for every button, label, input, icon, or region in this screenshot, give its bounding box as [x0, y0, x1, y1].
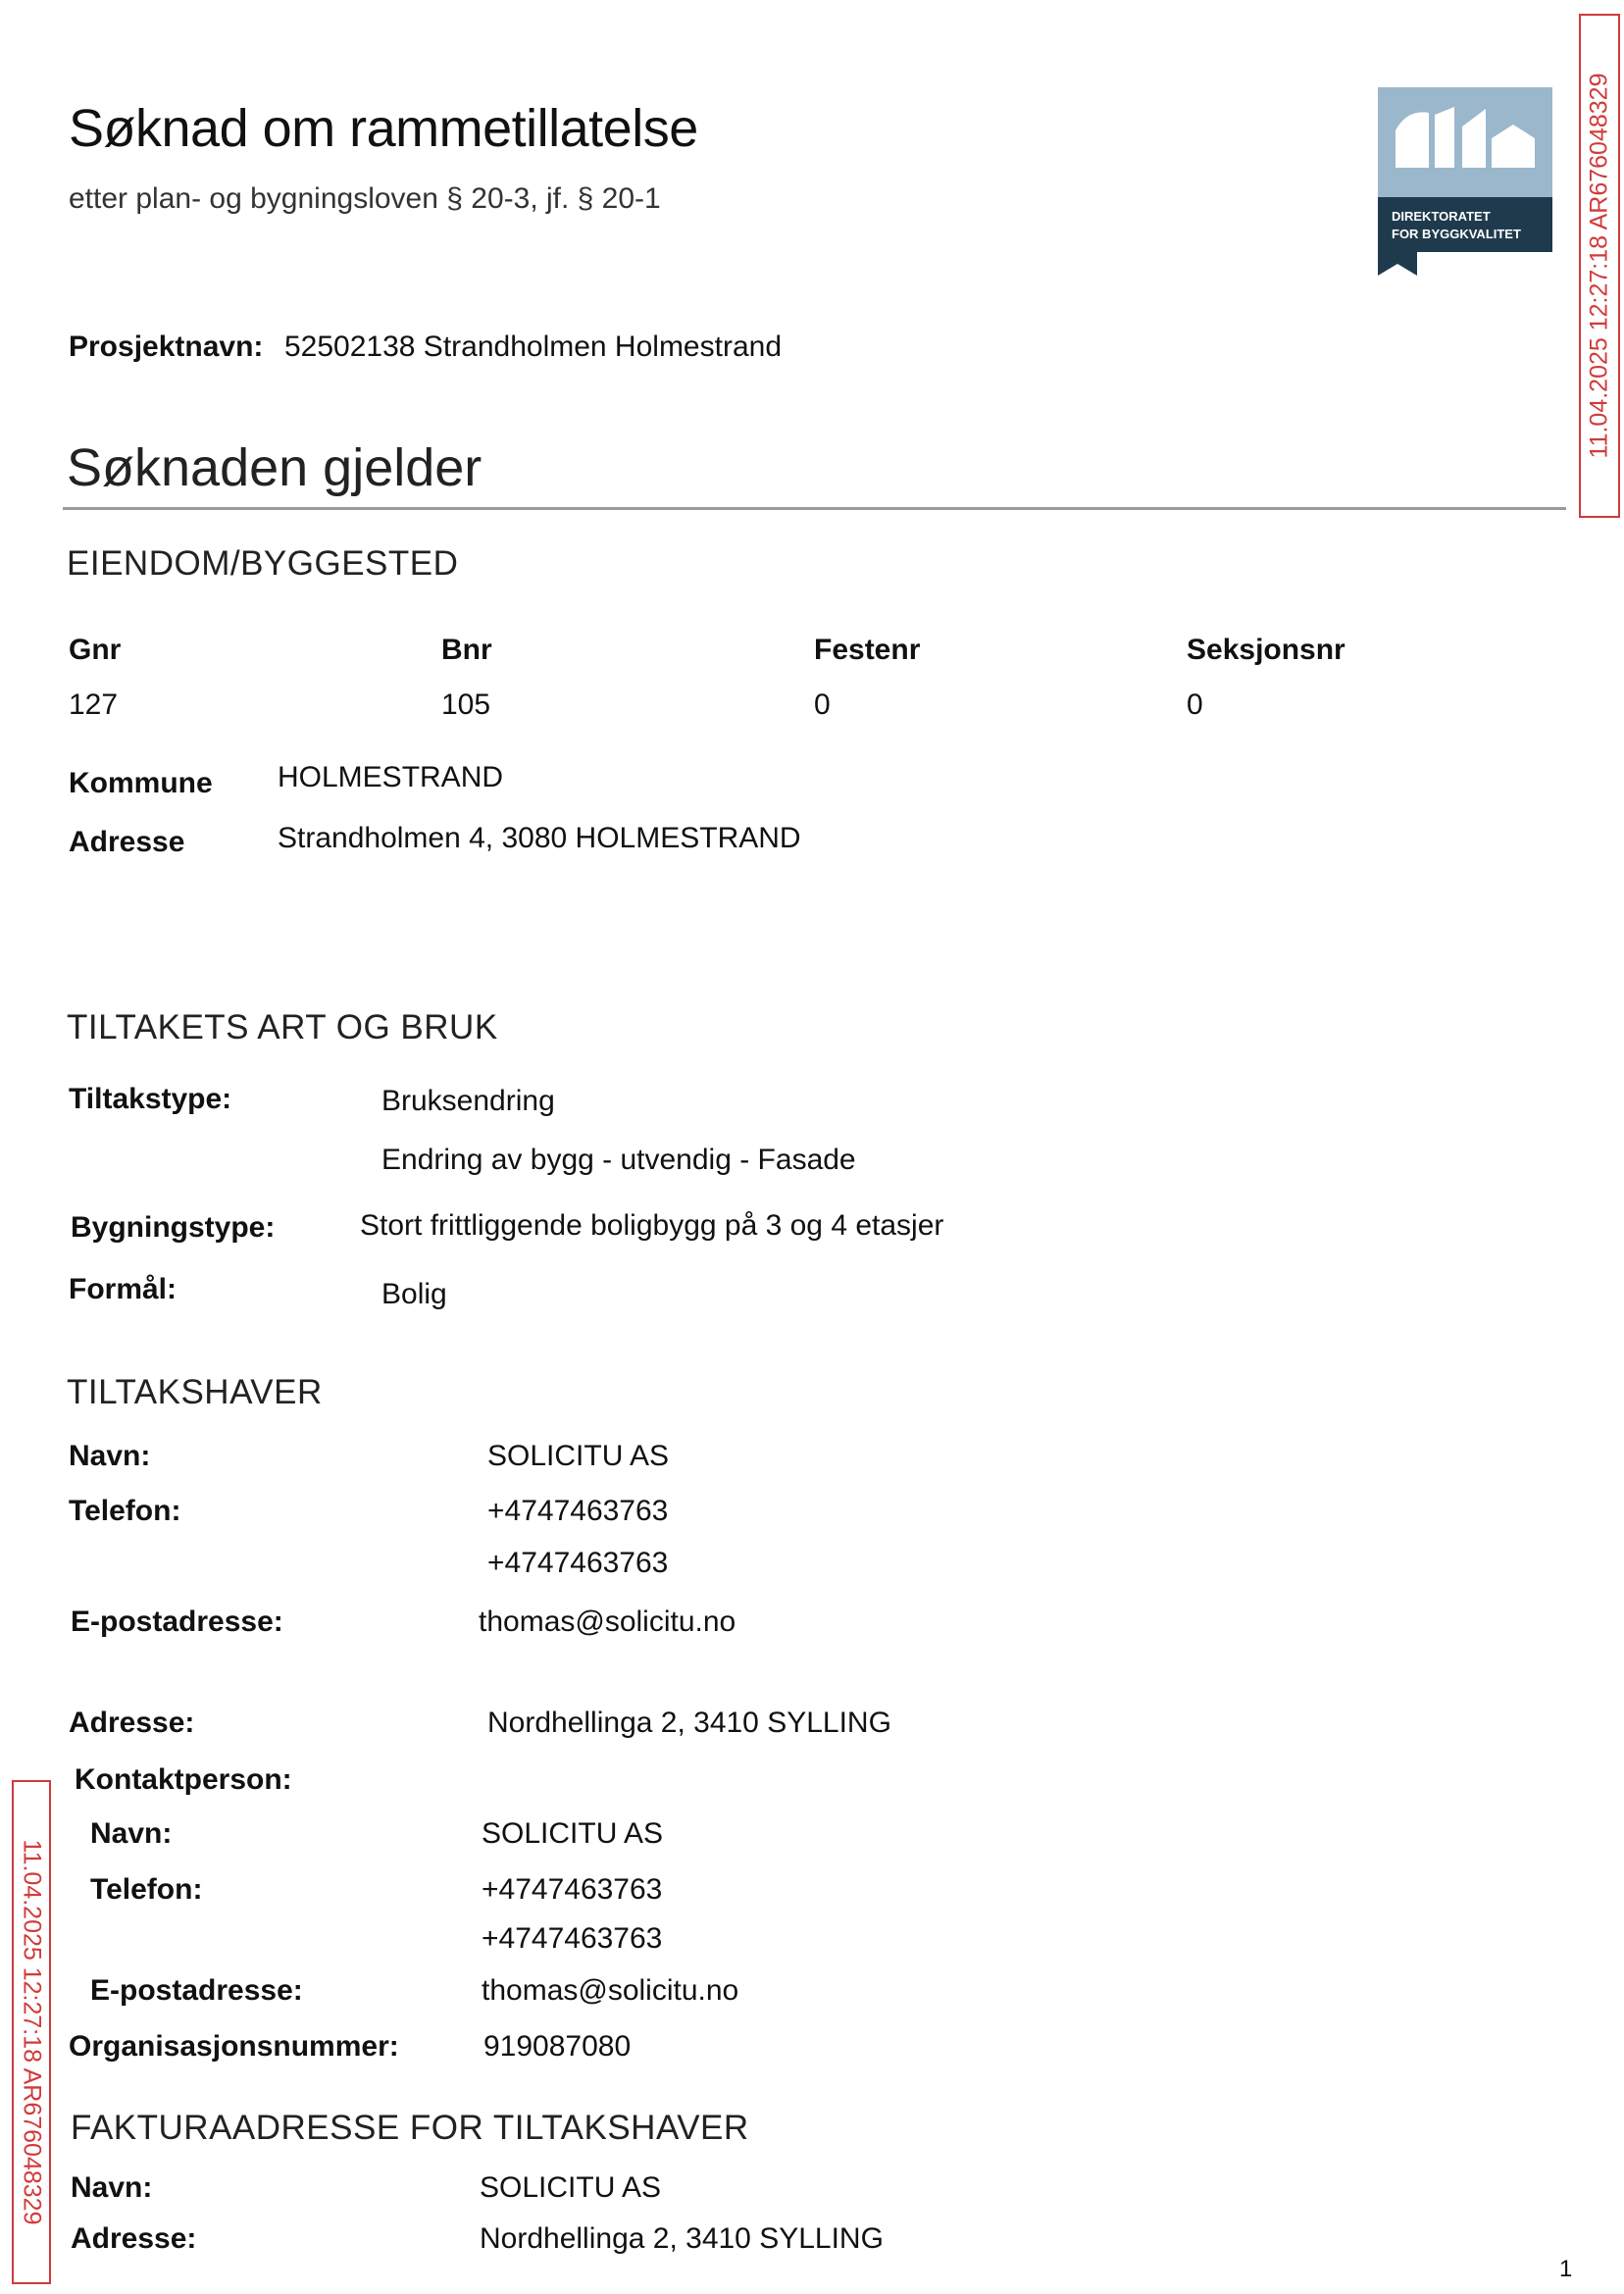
- epost-label: E-postadresse:: [71, 1606, 283, 1638]
- col-seksjonsnr: Seksjonsnr: [1187, 634, 1345, 666]
- dibk-logo-icon: [1378, 87, 1552, 276]
- tiltakstype-value-2: Endring av bygg - utvendig - Fasade: [381, 1144, 856, 1176]
- formal-value: Bolig: [381, 1278, 447, 1310]
- tiltakshaver-adresse-value: Nordhellinga 2, 3410 SYLLING: [487, 1707, 891, 1739]
- col-bnr: Bnr: [441, 634, 492, 666]
- faktura-heading: FAKTURAADRESSE FOR TILTAKSHAVER: [71, 2109, 749, 2147]
- document-title: Søknad om rammetillatelse: [69, 99, 698, 158]
- bygningstype-value: Stort frittliggende boligbygg på 3 og 4 etasjer: [360, 1209, 944, 1242]
- kontakt-epost-label: E-postadresse:: [90, 1974, 303, 2007]
- navn-label: Navn:: [69, 1440, 151, 1472]
- kontakt-telefon-value-2: +4747463763: [482, 1922, 663, 1955]
- kontaktperson-label: Kontaktperson:: [75, 1763, 292, 1796]
- received-stamp-left: [12, 1780, 51, 2284]
- stamp-text: 11.04.2025 12:27:18 AR676048329: [1585, 73, 1613, 459]
- col-festenr: Festenr: [814, 634, 921, 666]
- tiltakshaver-adresse-label: Adresse:: [69, 1707, 195, 1739]
- telefon-value-2: +4747463763: [487, 1547, 669, 1579]
- bygningstype-label: Bygningstype:: [71, 1211, 276, 1244]
- col-gnr: Gnr: [69, 634, 122, 666]
- kontakt-navn-label: Navn:: [90, 1817, 173, 1850]
- logo-text-1: DIREKTORATET: [1392, 209, 1491, 224]
- kontakt-telefon-value-1: +4747463763: [482, 1873, 663, 1906]
- faktura-adresse-label: Adresse:: [71, 2222, 197, 2255]
- kommune-value: HOLMESTRAND: [278, 761, 504, 793]
- telefon-label: Telefon:: [69, 1495, 181, 1527]
- project-label: Prosjektnavn:: [69, 331, 264, 363]
- telefon-value-1: +4747463763: [487, 1495, 669, 1527]
- gnr-value: 127: [69, 688, 119, 721]
- kontakt-epost-value: thomas@solicitu.no: [482, 1974, 739, 2007]
- tiltak-heading: TILTAKETS ART OG BRUK: [67, 1008, 498, 1046]
- logo-text-2: FOR BYGGKVALITET: [1392, 227, 1521, 241]
- bnr-value: 105: [441, 688, 491, 721]
- project-value: 52502138 Strandholmen Holmestrand: [284, 331, 782, 363]
- seksjonsnr-value: 0: [1187, 688, 1203, 721]
- kommune-label: Kommune: [69, 767, 213, 799]
- navn-value: SOLICITU AS: [487, 1440, 670, 1472]
- org-label: Organisasjonsnummer:: [69, 2030, 399, 2063]
- adresse-label: Adresse: [69, 826, 185, 858]
- page-number: 1: [1559, 2256, 1573, 2282]
- section-title: Søknaden gjelder: [67, 438, 482, 497]
- kontakt-telefon-label: Telefon:: [90, 1873, 203, 1906]
- adresse-value: Strandholmen 4, 3080 HOLMESTRAND: [278, 822, 801, 854]
- formal-label: Formål:: [69, 1273, 178, 1305]
- tiltakstype-value-1: Bruksendring: [381, 1085, 555, 1117]
- dibk-logo: [1378, 87, 1552, 276]
- section-divider: [63, 507, 1566, 510]
- property-heading: EIENDOM/BYGGESTED: [67, 544, 459, 583]
- faktura-navn-label: Navn:: [71, 2171, 153, 2204]
- document-subtitle: etter plan- og bygningsloven § 20-3, jf. § 20-1: [69, 182, 661, 215]
- tiltakstype-label: Tiltakstype:: [69, 1083, 232, 1115]
- faktura-navn-value: SOLICITU AS: [480, 2171, 662, 2204]
- tiltakshaver-heading: TILTAKSHAVER: [67, 1373, 323, 1411]
- faktura-adresse-value: Nordhellinga 2, 3410 SYLLING: [480, 2222, 884, 2255]
- stamp-text: 11.04.2025 12:27:18 AR676048329: [18, 1839, 46, 2225]
- received-stamp-right: [1579, 14, 1620, 518]
- festenr-value: 0: [814, 688, 831, 721]
- kontakt-navn-value: SOLICITU AS: [482, 1817, 664, 1850]
- org-value: 919087080: [483, 2030, 632, 2063]
- epost-value: thomas@solicitu.no: [479, 1606, 736, 1638]
